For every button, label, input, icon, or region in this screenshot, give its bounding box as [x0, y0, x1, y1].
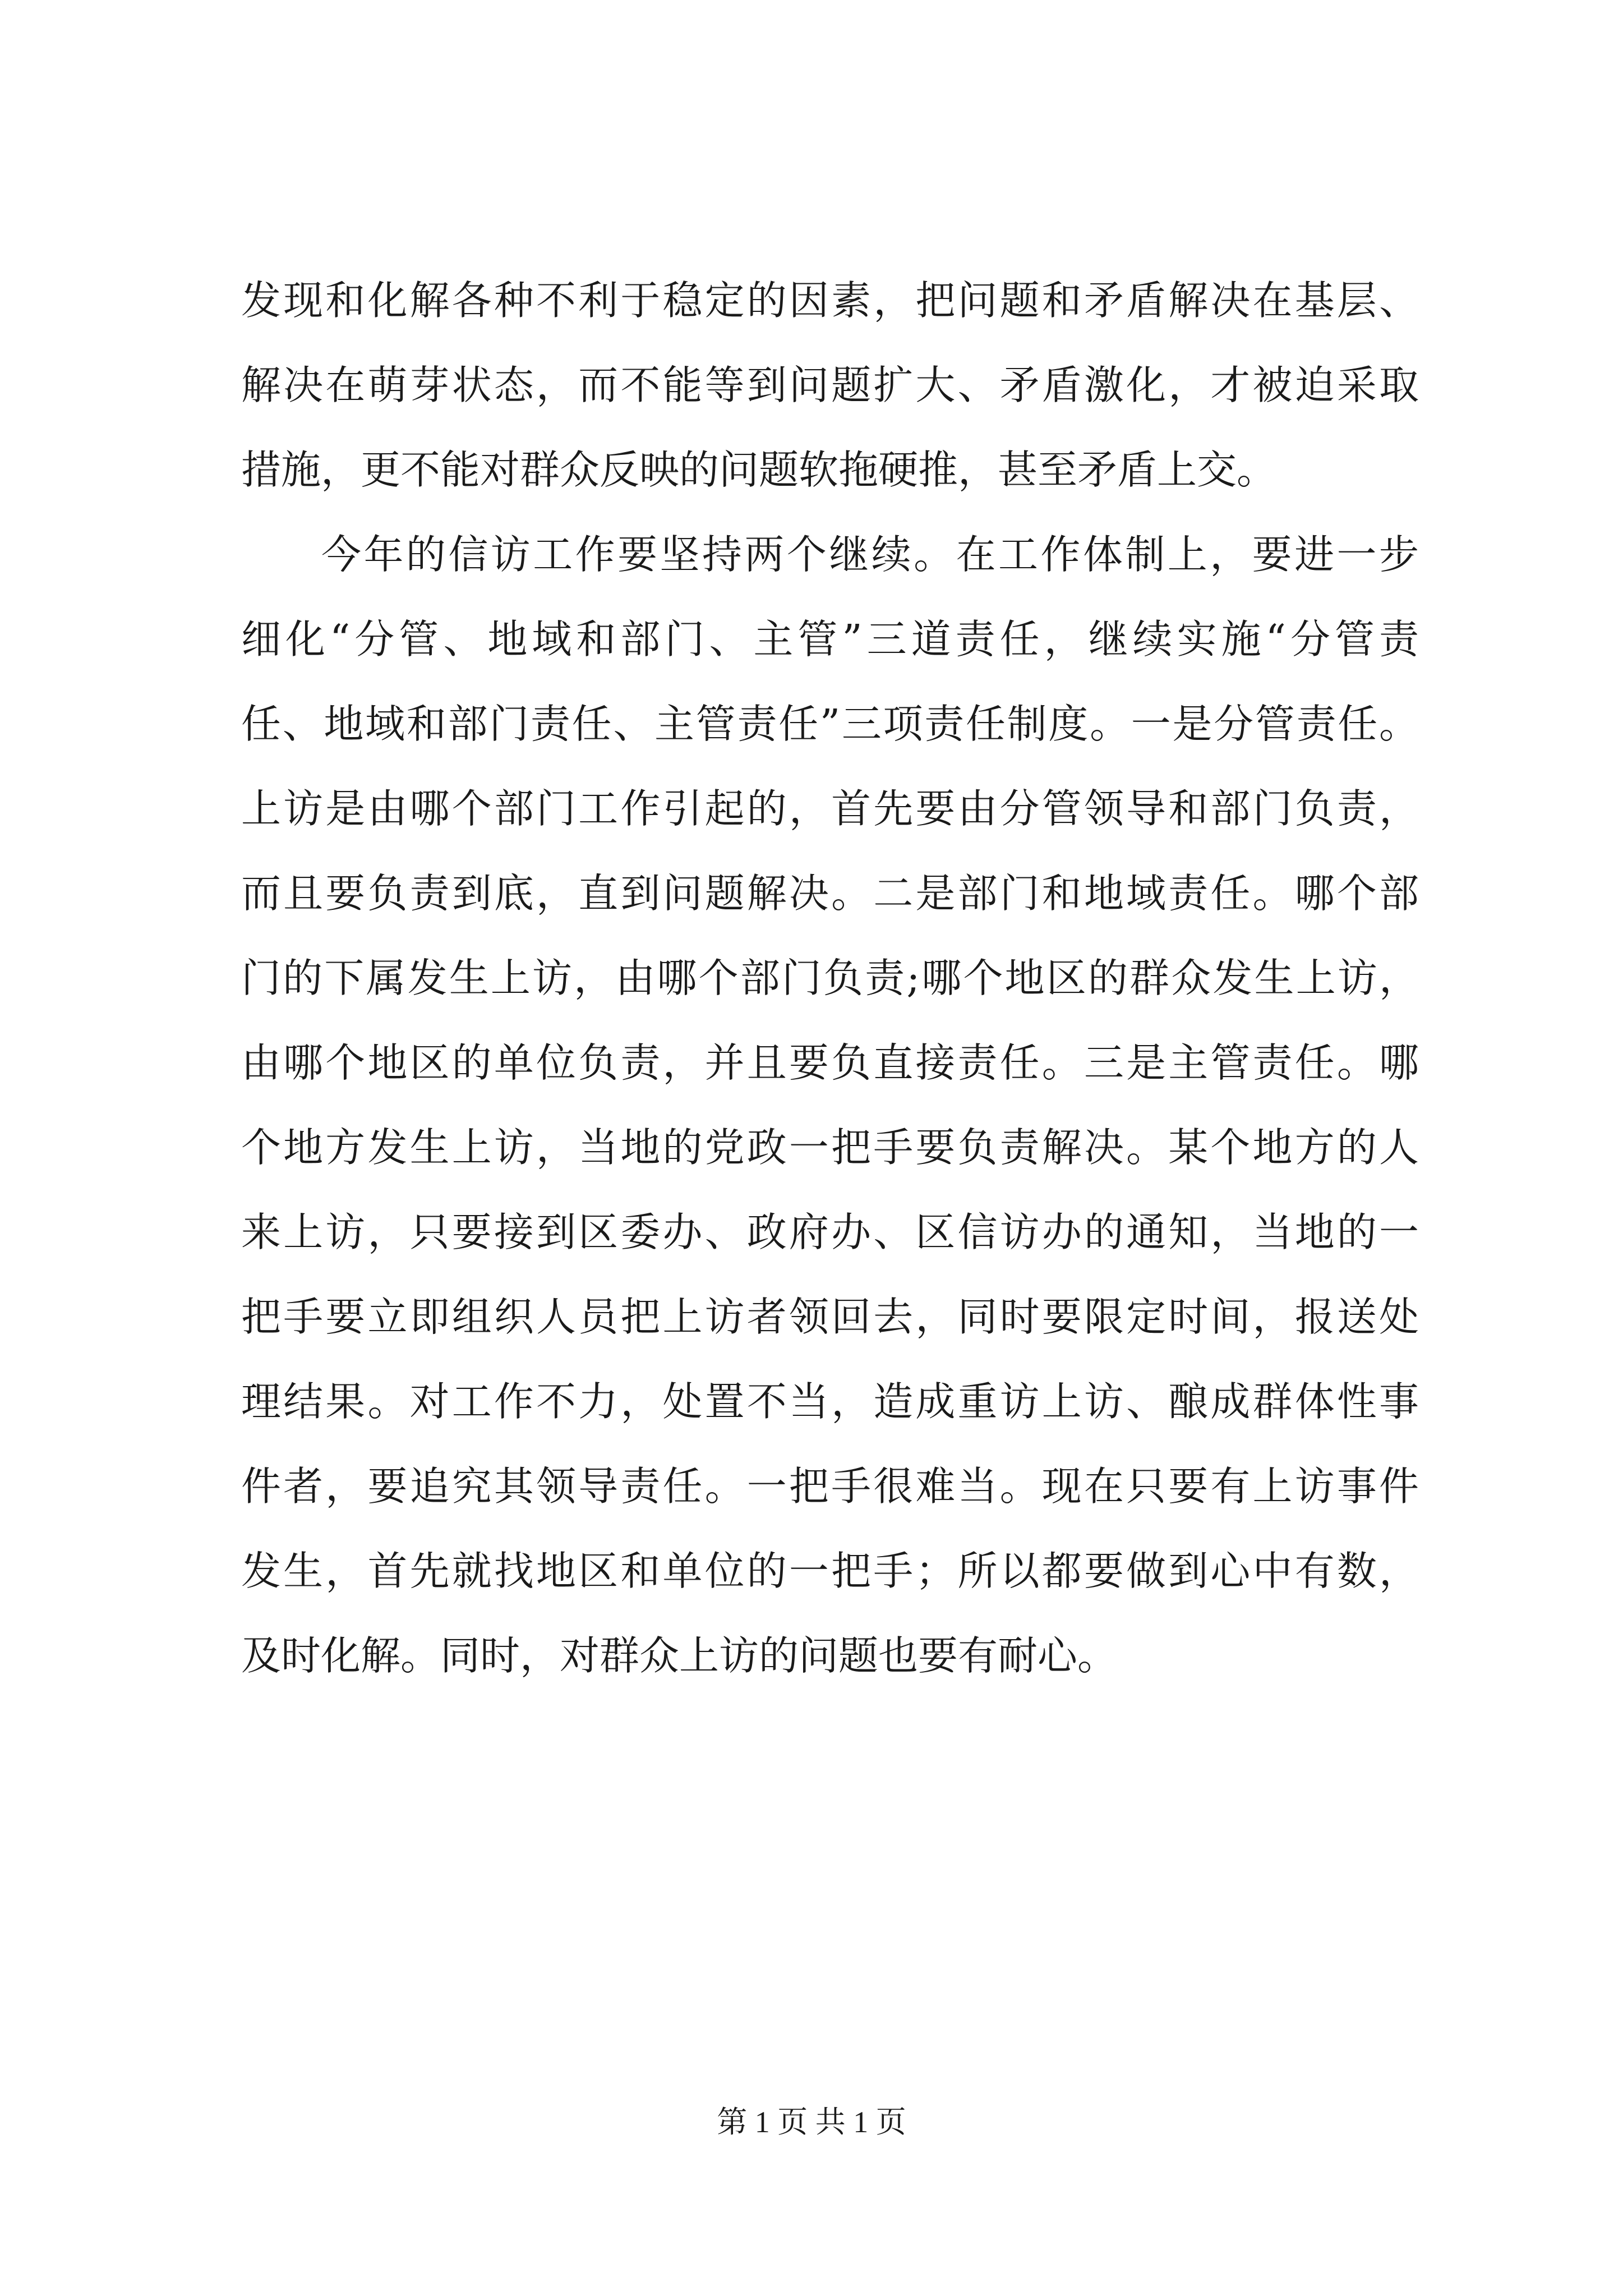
text-line: 今年的信访工作要坚持两个继续。在工作体制上，要进一步 — [321, 531, 1419, 578]
text-line: 把手要立即组织人员把上访者领回去，同时要限定时间，报送处 — [241, 1294, 1419, 1340]
text-line: 个地方发生上访，当地的党政一把手要负责解决。某个地方的人 — [241, 1124, 1419, 1171]
text-line: 上访是由哪个部门工作引起的，首先要由分管领导和部门负责， — [241, 785, 1419, 832]
text-line: 措施，更不能对群众反映的问题软拖硬推，甚至矛盾上交。 — [241, 447, 1277, 493]
text-line: 发现和化解各种不利于稳定的因素，把问题和矛盾解决在基层、 — [241, 277, 1419, 324]
text-line: 门的下属发生上访，由哪个部门负责;哪个地区的群众发生上访， — [241, 955, 1419, 1001]
text-line: 而且要负责到底，直到问题解决。二是部门和地域责任。哪个部 — [241, 870, 1419, 917]
page-footer: 第 1 页 共 1 页 — [717, 2105, 906, 2139]
text-line: 发生，首先就找地区和单位的一把手；所以都要做到心中有数， — [241, 1548, 1419, 1594]
text-line: 件者，要追究其领导责任。一把手很难当。现在只要有上访事件 — [241, 1463, 1419, 1510]
text-line: 任、地域和部门责任、主管责任”三项责任制度。一是分管责任。 — [241, 701, 1419, 747]
text-line: 来上访，只要接到区委办、政府办、区信访办的通知，当地的一 — [241, 1209, 1419, 1255]
text-line: 由哪个地区的单位负责，并且要负直接责任。三是主管责任。哪 — [241, 1039, 1419, 1086]
text-line: 及时化解。同时，对群众上访的问题也要有耐心。 — [241, 1632, 1118, 1679]
text-line: 理结果。对工作不力，处置不当，造成重访上访、酿成群体性事 — [241, 1378, 1419, 1425]
text-line: 解决在萌芽状态，而不能等到问题扩大、矛盾激化，才被迫采取 — [241, 362, 1419, 408]
body-text — [241, 258, 1419, 1698]
text-line: 细化“分管、地域和部门、主管”三道责任，继续实施“分管责 — [241, 616, 1419, 662]
